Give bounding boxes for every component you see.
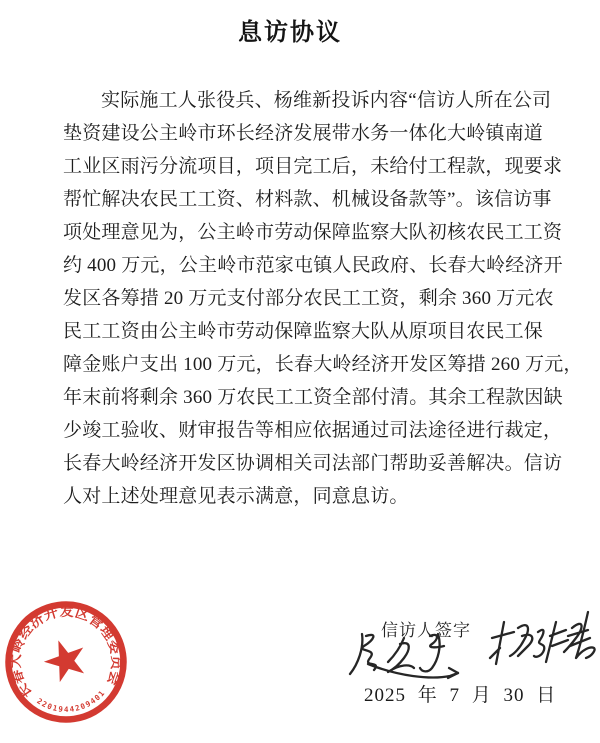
body-line: 工业区雨污分流项目，项目完工后，未给付工程款，现要求 [63,156,563,177]
seal-number: 2201944209401 [35,687,108,714]
body-line: 障金账户支出 100 万元，长春大岭经济开发区筹措 260 万元， [63,354,583,375]
document-body [63,84,583,513]
body-line: 少竣工验收、财审报告等相应依据通过司法途径进行裁定， [63,420,563,441]
body-line: 发区各筹措 20 万元支付部分农民工工资，剩余 360 万元农 [63,288,554,309]
body-line: 项处理意见为，公主岭市劳动保障监察大队初核农民工工资 [63,222,563,243]
document-date: 2025 年 7 月 30 日 [364,685,557,706]
handwritten-signature-zhangyibing [348,630,483,682]
body-line: 人对上述处理意见表示满意，同意息访。 [63,486,409,507]
seal-star-icon [39,633,92,685]
seal-text: 长春大岭经济开发区管理委员会 [6,602,126,702]
document-title: 息访协议 [238,20,342,46]
body-line: 垫资建设公主岭市环长经济发展带水务一体化大岭镇南道 [63,123,544,144]
handwritten-signature-yangweixin [472,608,597,670]
official-seal-stamp [2,591,130,733]
body-line: 帮忙解决农民工工资、材料款、机械设备款等”。该信访事 [63,189,552,210]
body-line: 约 400 万元，公主岭市范家屯镇人民政府、长春大岭经济开 [63,255,563,276]
body-line: 实际施工人张役兵、杨维新投诉内容“信访人所在公司 [101,90,552,111]
body-line: 长春大岭经济开发区协调相关司法部门帮助妥善解决。信访 [63,453,563,474]
body-line: 民工工资由公主岭市劳动保障监察大队从原项目农民工保 [63,321,544,342]
body-line: 年末前将剩余 360 万农民工工资全部付清。其余工程款因缺 [63,387,563,408]
petitioner-signature-label: 信访人签字 [381,621,471,640]
